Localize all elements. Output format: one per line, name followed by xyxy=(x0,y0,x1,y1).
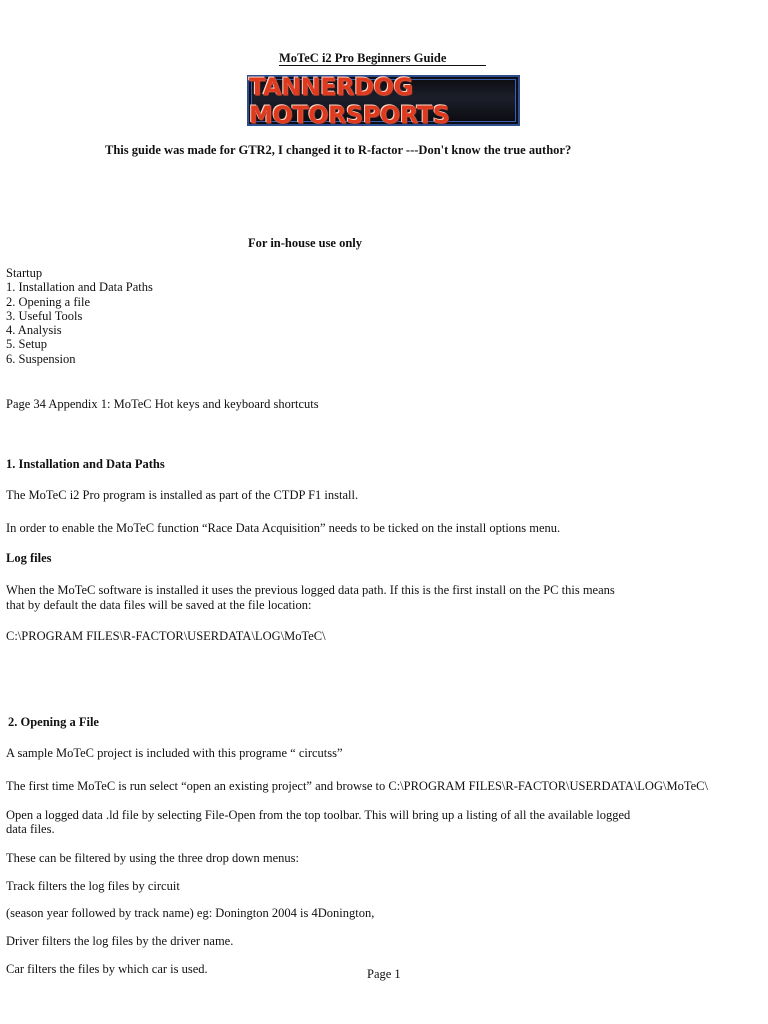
inhouse-notice: For in-house use only xyxy=(248,236,363,250)
section-2-heading: 2. Opening a File xyxy=(8,715,99,729)
section-2-paragraph: Car filters the files by which car is used. xyxy=(6,962,208,976)
section-2-paragraph-line: data files. xyxy=(6,822,55,836)
document-title: MoTeC i2 Pro Beginners Guide xyxy=(279,52,486,66)
log-files-heading: Log files xyxy=(6,551,52,565)
section-2-paragraph: (season year followed by track name) eg: Donington 2004 is 4Donington, xyxy=(6,906,375,920)
table-of-contents xyxy=(6,266,153,366)
intro-text: This guide was made for GTR2, I changed it to R-factor ---Don't know the true author? xyxy=(105,143,572,157)
section-2-paragraph: Driver filters the log files by the driver name. xyxy=(6,934,234,948)
section-2-paragraph: Track filters the log files by circuit xyxy=(6,879,180,893)
toc-item: 5. Setup xyxy=(6,337,47,352)
appendix-reference: Page 34 Appendix 1: MoTeC Hot keys and keyboard shortcuts xyxy=(6,397,319,411)
tannerdog-logo xyxy=(247,72,520,129)
logo-text: TANNERDOG MOTORSPORTS xyxy=(249,72,450,129)
toc-item: 6. Suspension xyxy=(6,351,76,366)
log-file-path: C:\PROGRAM FILES\R-FACTOR\USERDATA\LOG\MoTeC\ xyxy=(6,629,326,643)
toc-item: 4. Analysis xyxy=(6,323,62,338)
section-2-paragraph: A sample MoTeC project is included with this programe “ circutss” xyxy=(6,746,343,760)
section-1-heading: 1. Installation and Data Paths xyxy=(6,457,165,471)
section-1-paragraph: The MoTeC i2 Pro program is installed as part of the CTDP F1 install. xyxy=(6,488,359,502)
section-2-paragraph: These can be filtered by using the three drop down menus: xyxy=(6,851,299,865)
toc-item: 2. Opening a file xyxy=(6,294,91,309)
section-2-paragraph-line: Open a logged data .ld file by selecting File-Open from the top toolbar. This will bring up a listing of all the available logged xyxy=(6,808,631,822)
section-2-paragraph: The first time MoTeC is run select “open an existing project” and browse to C:\PROGRAM FILES\R-FACTOR\USERDATA\LOG\MoTeC\ xyxy=(6,779,708,793)
toc-item: 1. Installation and Data Paths xyxy=(6,280,153,295)
toc-item: 3. Useful Tools xyxy=(6,308,83,323)
toc-item: Startup xyxy=(6,266,43,280)
section-1-paragraph: In order to enable the MoTeC function “Race Data Acquisition” needs to be ticked on the install options menu. xyxy=(6,521,561,535)
page-number: Page 1 xyxy=(367,967,401,981)
log-files-paragraph-line: that by default the data files will be saved at the file location: xyxy=(6,598,312,612)
log-files-paragraph-line: When the MoTeC software is installed it uses the previous logged data path. If this is the first install on the PC this means xyxy=(6,583,615,597)
